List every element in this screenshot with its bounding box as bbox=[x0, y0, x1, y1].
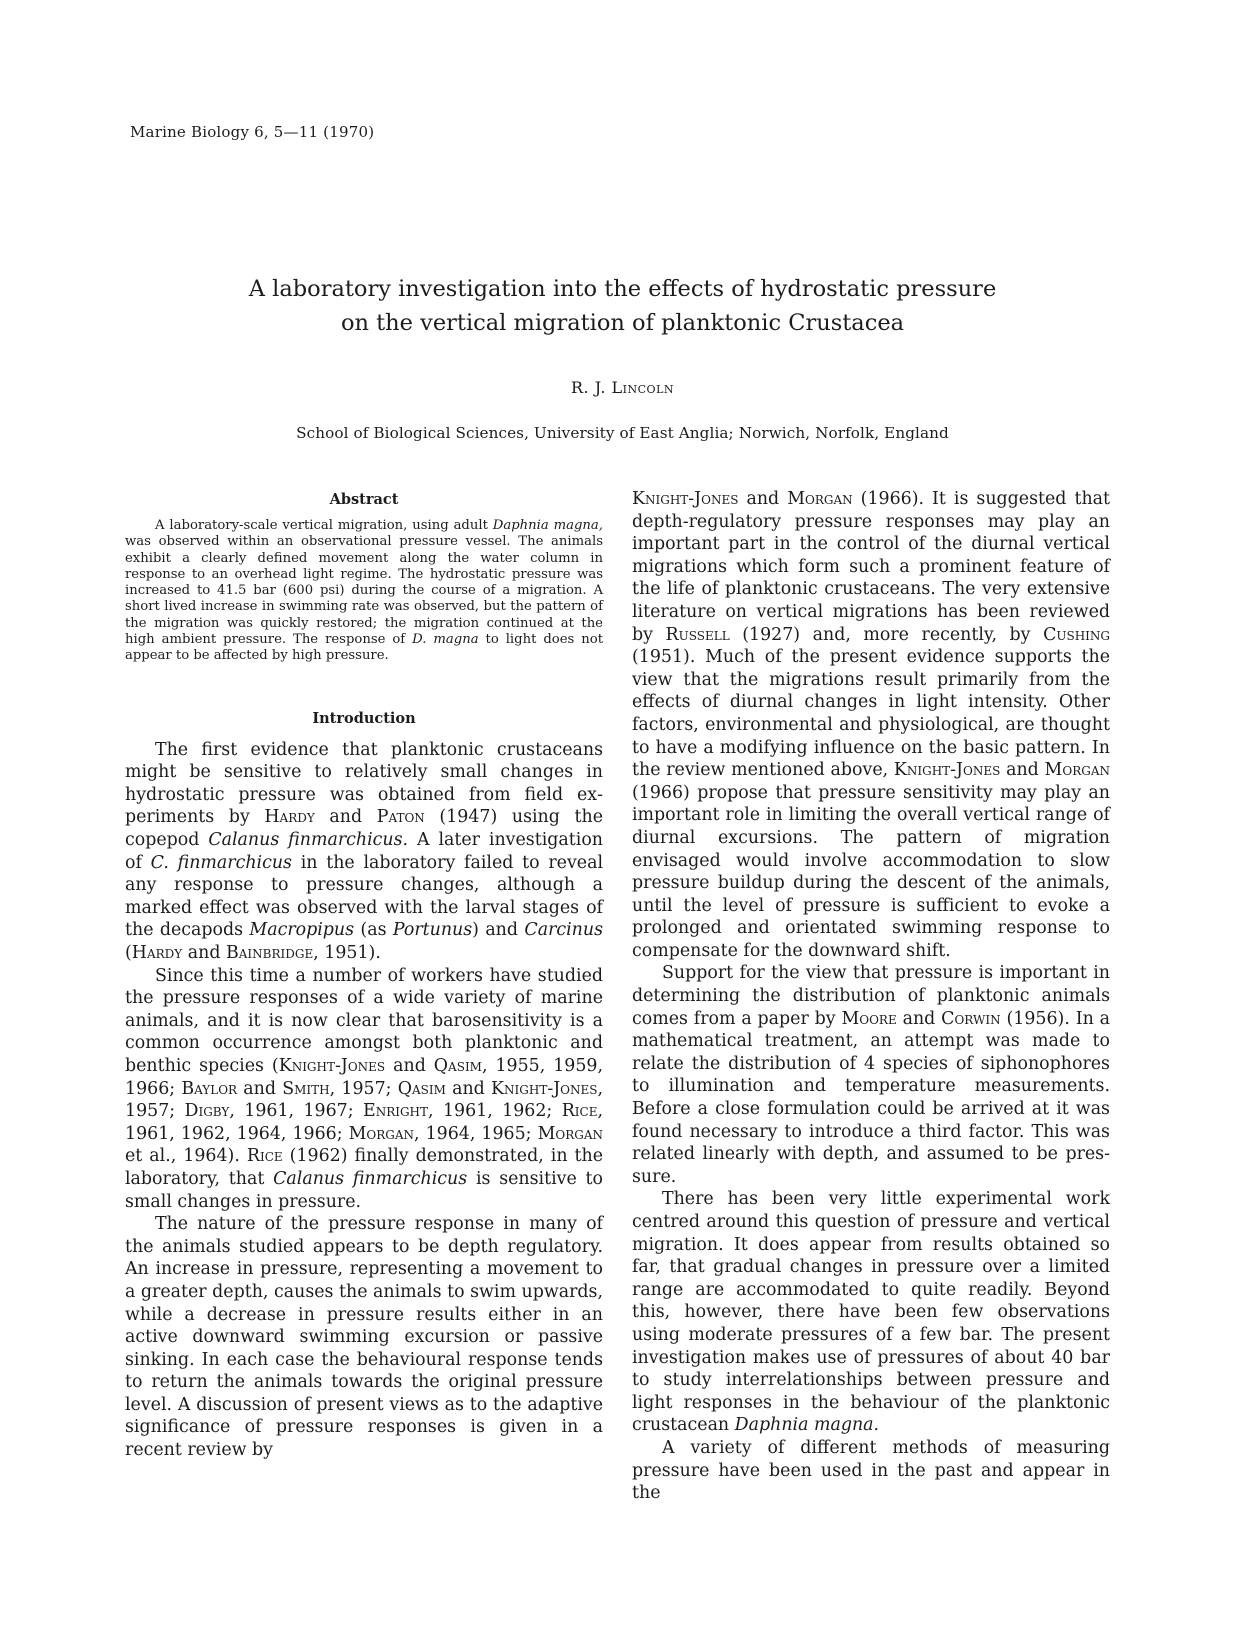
body-paragraph: Since this time a number of workers have studied the pressure responses of a wide variety of marine animals, and it is now clear that barosensitivity is a common occurrence amongst both planktonic and benthic species (Knight-Jones and Qasim, 1955, 1959, 1966; Baylor and Smith, 1957; Qasim and Knight-Jones, 1957; Digby, 1961, 1967; Enright, 1961, 1962; Rice, 1961, 1962, 1964, 1966; Morgan, 1964, 1965; Morgan et al., 1964). Rice (1962) finally demonstrated, in the laboratory, that Calanus finmarchicus is sensitive to small changes in pressure. bbox=[125, 965, 604, 1212]
body-paragraph: The nature of the pressure response in many of the animals studied appears to be depth regulatory. An increase in pressure, representing a movement to a greater depth, causes the animals to swim upwards, while a decrease in pressure results either in an active downward swimming excursion or passive sinking. In each case the behavioural response tends to return the animals towards the original pressure level. A discussion of present views as to the adaptive significance of pressure responses is given in a recent review by bbox=[125, 1214, 603, 1461]
body-paragraph: A variety of different methods of measuring pressure have been used in the past and appear in the bbox=[632, 1437, 1110, 1504]
author-name: R. J. Lincoln bbox=[570, 378, 675, 397]
body-paragraph: Knight-Jones and Morgan (1966). It is suggested that depth-regulatory pressure responses may play an important part in the control of the diurnal vertical migrations which form such a prominent feature of the life of planktonic crustaceans. The very extensive literature on vertical migrations has been reviewed by Russell (1927) and, more recently, by Cushing (1951). Much of the present evidence supports the view that the migrations result primarily from the effects of diurnal changes in light intensity. Other factors, environmental and physiological, are thought to have a modifying influence on the basic pattern. In the review mentioned above, Knight-Jones and Morgan (1966) propose that pressure sensitivity may play an important role in limiting the overall vertical range of diurnal excursions. The pattern of migration envisaged would involve accommodation to slow pressure buildup during the descent of the animals, until the level of pressure is sufficient to evoke a prolonged and orientated swimming response to compensate for the downward shift. bbox=[632, 489, 1111, 961]
author-affiliation: School of Biological Sciences, University of East Anglia; Norwich, Norfolk, England bbox=[296, 424, 949, 442]
body-paragraph: Support for the view that pressure is important in determining the distribution of planktonic animals comes from a paper by Moore and Corwin (1956). In a mathematical treatment, an attempt was made to relate the distribution of 4 species of siphonophores to illumination and temperature measurements. Before a close formulation could be arrived at it was found necessary to introduce a third factor. This was related linearly with depth, and assumed to be pressure. bbox=[632, 963, 1110, 1187]
title-line: on the vertical migration of planktonic Crustacea bbox=[340, 310, 905, 336]
body-paragraph: The first evidence that planktonic crustaceans might be sensitive to relatively small changes in hydrostatic pressure was obtained from field experiments by Hardy and Paton (1947) using the copepod Calanus finmarchicus. A later investigation of C. finmarchicus in the laboratory failed to reveal any response to pressure changes, although a marked effect was observed with the larval stages of the decapods Macropipus (as Portunus) and Carcinus (Hardy and Bainbridge, 1951). bbox=[125, 739, 604, 964]
abstract-paragraph: A laboratory-scale vertical migration, using adult Daphnia magna, was observed within an observational pressure vessel. The animals exhibit a clearly defined movement along the water column in response to an overhead light regime. The hydrostatic pressure was increased to 41.5 bar (600 psi) during the course of a migration. A short lived increase in swimming rate was observed, but the pattern of the migration was quickly restored; the migration continued at the high ambient pressure. The response of D. magna to light does not appear to be affected by high pressure. bbox=[125, 518, 603, 664]
right-column bbox=[632, 488, 1110, 1505]
body-paragraph: There has been very little experimental work centred around this question of pressure and vertical migration. It does appear from results obtained so far, that gradual changes in pressure over a limited range are accommodated to quite readily. Beyond this, however, there have been few observations using moderate pressures of a few bar. The present investigation makes use of pressures of about 40 bar to study interrelationships between pressure and light responses in the behaviour of the planktonic crustacean Daphnia magna. bbox=[632, 1189, 1110, 1436]
introduction-heading: Introduction bbox=[312, 709, 416, 727]
left-column bbox=[125, 490, 603, 1462]
abstract-heading: Abstract bbox=[329, 491, 399, 508]
article-title bbox=[150, 272, 1095, 340]
journal-reference: Marine Biology 6, 5—11 (1970) bbox=[130, 123, 375, 141]
title-line: A laboratory investigation into the effects of hydrostatic pressure bbox=[248, 276, 997, 302]
